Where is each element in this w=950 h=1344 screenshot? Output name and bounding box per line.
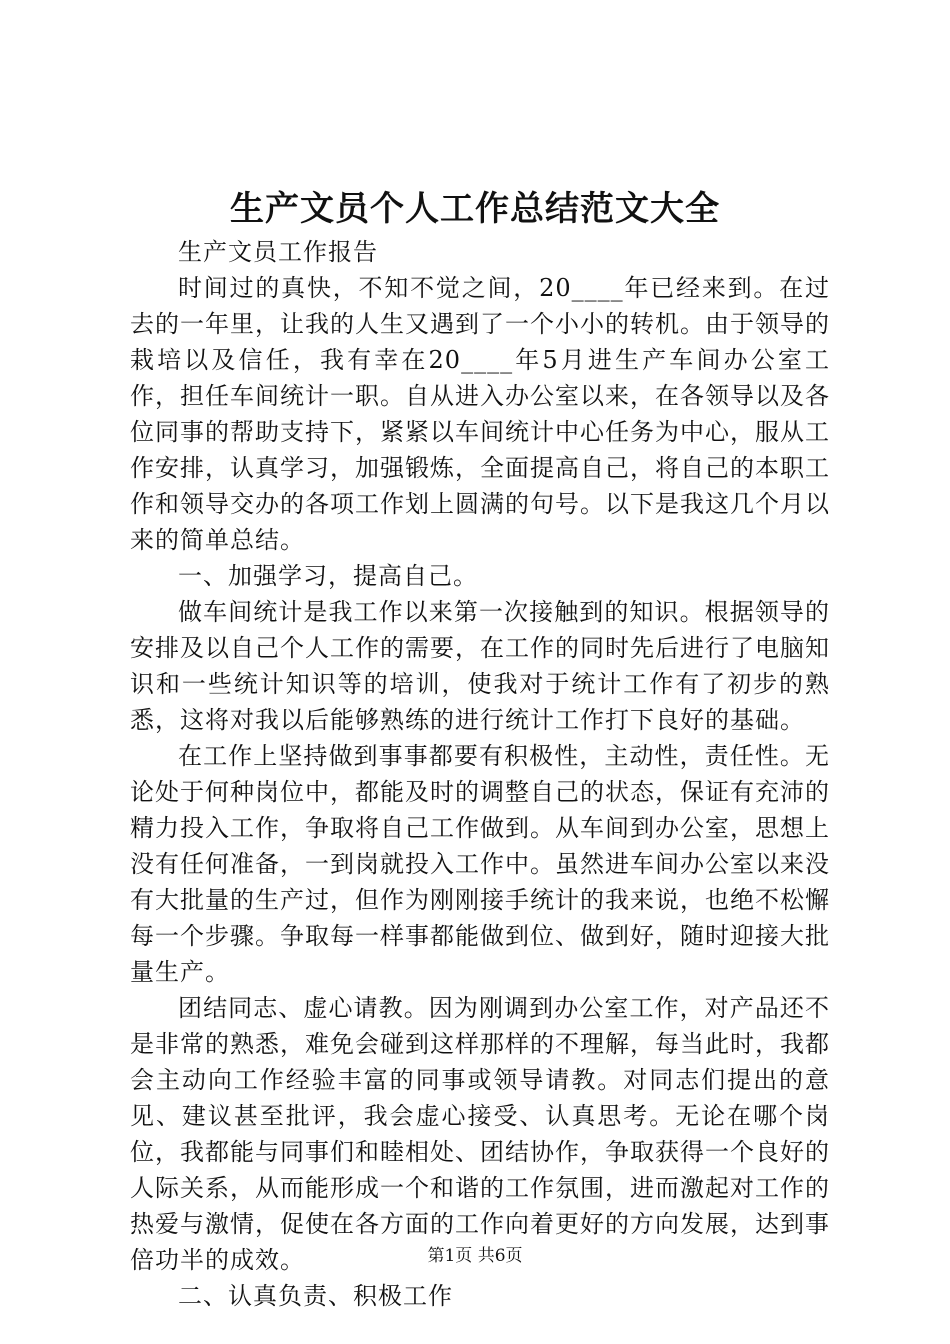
document-body — [130, 234, 830, 1314]
paragraph-report-heading: 生产文员工作报告 — [178, 238, 378, 266]
section-heading-2: 二、认真负责、积极工作 — [178, 1282, 453, 1310]
section-heading-1: 一、加强学习，提高自己。 — [178, 562, 478, 590]
paragraph-intro: 时间过的真快，不知不觉之间，20____年已经来到。在过去的一年里，让我的人生又遇到了一个小小的转机。由于领导的栽培以及信任，我有幸在20____年5月进生产车间办公室工作，担任车间统计一职。自从进入办公室以来，在各领导以及各位同事的帮助支持下，紧紧以车间统计中心任务为中心，服从工作安排，认真学习，加强锻炼，全面提高自己，将自己的本职工作和领导交办的各项工作划上圆满的句号。以下是我这几个月以来的简单总结。 — [130, 274, 830, 554]
paragraph-learning: 做车间统计是我工作以来第一次接触到的知识。根据领导的安排及以自己个人工作的需要，在工作的同时先后进行了电脑知识和一些统计知识等的培训，使我对于统计工作有了初步的熟悉，这将对我以后能够熟练的进行统计工作打下良好的基础。 — [130, 598, 830, 734]
paragraph-attitude: 在工作上坚持做到事事都要有积极性，主动性，责任性。无论处于何种岗位中，都能及时的调整自己的状态，保证有充沛的精力投入工作，争取将自己工作做到。从车间到办公室，思想上没有任何准备，一到岗就投入工作中。虽然进车间办公室以来没有大批量的生产过，但作为刚刚接手统计的我来说，也绝不松懈每一个步骤。争取每一样事都能做到位、做到好，随时迎接大批量生产。 — [130, 742, 830, 986]
paragraph-teamwork: 团结同志、虚心请教。因为刚调到办公室工作，对产品还不是非常的熟悉，难免会碰到这样那样的不理解，每当此时，我都会主动向工作经验丰富的同事或领导请教。对同志们提出的意见、建议甚至批评，我会虚心接受、认真思考。无论在哪个岗位，我都能与同事们和睦相处、团结协作，争取获得一个良好的人际关系，从而能形成一个和谐的工作氛围，进而激起对工作的热爱与激情，促使在各方面的工作向着更好的方向发展，达到事倍功半的成效。 — [130, 994, 830, 1274]
document-title: 生产文员个人工作总结范文大全 — [230, 189, 720, 229]
page-number-footer: 第1页 共6页 — [427, 1246, 523, 1266]
